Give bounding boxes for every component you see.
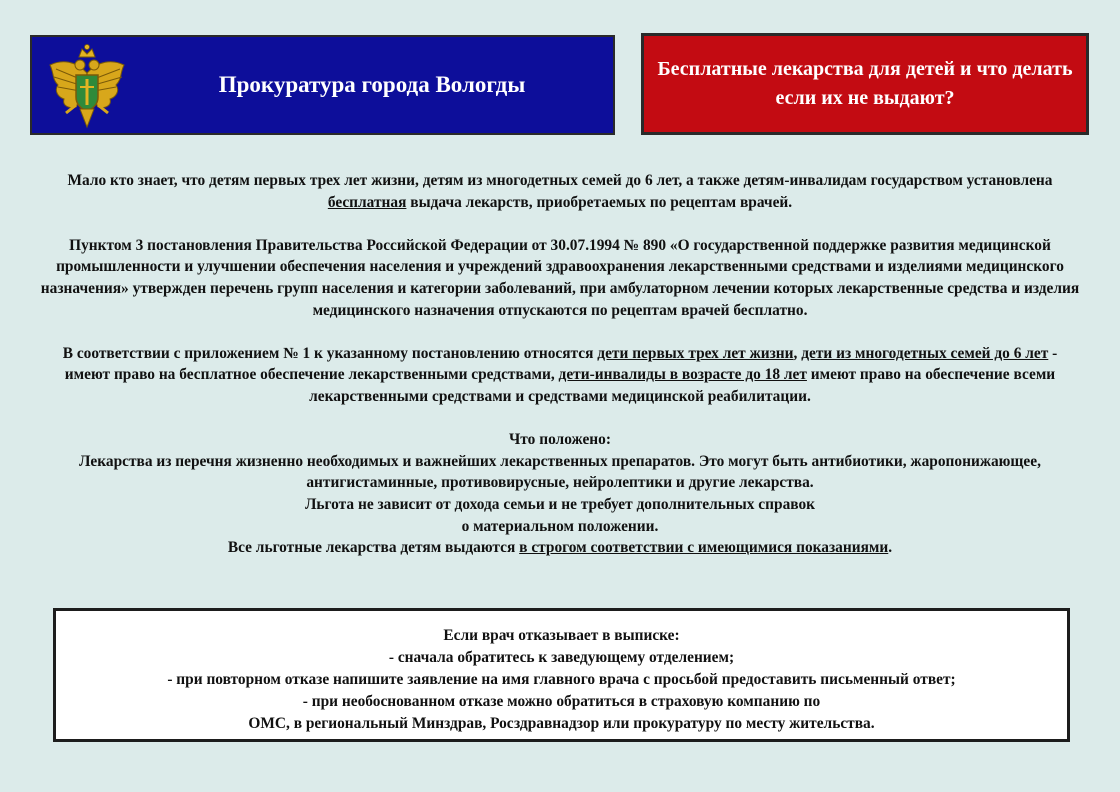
intro-underlined: бесплатная <box>327 193 407 211</box>
entitled-line-3-end: . <box>888 539 893 557</box>
entitled-line-3-text: Все льготные лекарства детям выдаются <box>227 539 520 557</box>
entitled-line-2a: Льгота не зависит от дохода семьи и не требует дополнительных справок <box>304 495 816 513</box>
annex-text-2: , <box>793 344 802 362</box>
annex-underlined-1: дети первых трех лет жизни <box>597 344 794 362</box>
intro-text-end: выдача лекарств, приобретаемых по рецептам врачей. <box>406 193 793 211</box>
annex-underlined-3: дети-инвалиды в возрасте до 18 лет <box>558 366 807 384</box>
refusal-line-1: Если врач отказывает в выписке: <box>443 627 680 644</box>
intro-text: Мало кто знает, что детям первых трех лет жизни, детям из многодетных семей до 6 лет, а также детям-инвалидам государством установлена <box>67 172 1053 189</box>
main-text <box>40 170 1080 559</box>
entitled-line-2b: о материальном положении. <box>461 517 659 535</box>
entitled-section <box>40 429 1080 559</box>
annex-text-3: - имеют право на бесплатное обеспечение лекарственными средствами, <box>64 344 1058 384</box>
entitled-heading: Что положено: <box>509 431 611 449</box>
annex-text-4: имеют право на обеспечение всеми лекарственными средствами и средствами медицинской реабилитации. <box>309 366 1056 405</box>
prosecutor-emblem-icon <box>46 43 128 129</box>
annex-paragraph <box>40 343 1080 408</box>
entitled-line-1: Лекарства из перечня жизненно необходимых и важнейших лекарственных препаратов. Это могут быть антибиотики, жаропонижающее, антигистаминные, противовирусные, нейролептики и другие лекарства. <box>79 452 1041 492</box>
refusal-notice-box <box>53 608 1070 742</box>
intro-paragraph <box>40 170 1080 213</box>
annex-text-1: В соответствии с приложением № 1 к указанному постановлению относятся <box>62 344 598 362</box>
topic-title: Бесплатные лекарства для детей и что делать если их не выдают? <box>641 33 1089 135</box>
entitled-line-3-underlined: в строгом соответствии с имеющимися показаниями <box>519 539 889 557</box>
org-header <box>30 35 615 135</box>
refusal-line-4: - при необоснованном отказе можно обратиться в страховую компанию по <box>302 693 821 710</box>
refusal-line-5: ОМС, в региональный Минздрав, Росздравнадзор или прокуратуру по месту жительства. <box>248 715 875 732</box>
refusal-line-2: - сначала обратитесь к заведующему отделением; <box>388 649 735 666</box>
entitled-line-3 <box>40 537 1080 559</box>
refusal-line-3: - при повторном отказе напишите заявление на имя главного врача с просьбой предоставить письменный ответ; <box>167 671 956 688</box>
annex-underlined-2: дети из многодетных семей до 6 лет <box>801 344 1049 362</box>
org-title: Прокуратура города Вологды <box>218 72 526 97</box>
decree-paragraph: Пунктом 3 постановления Правительства Российской Федерации от 30.07.1994 № 890 «О государственной поддержке развития медицинской промышленности и улучшении обеспечения населения и учреждений здравоохранения лекарственными средствами и изделиями медицинского назначения» утвержден перечень групп населения и категории заболеваний, при амбулаторном лечении которых лекарственные средства и изделия медицинского назначения отпускаются по рецептам врачей бесплатно. <box>40 236 1080 319</box>
